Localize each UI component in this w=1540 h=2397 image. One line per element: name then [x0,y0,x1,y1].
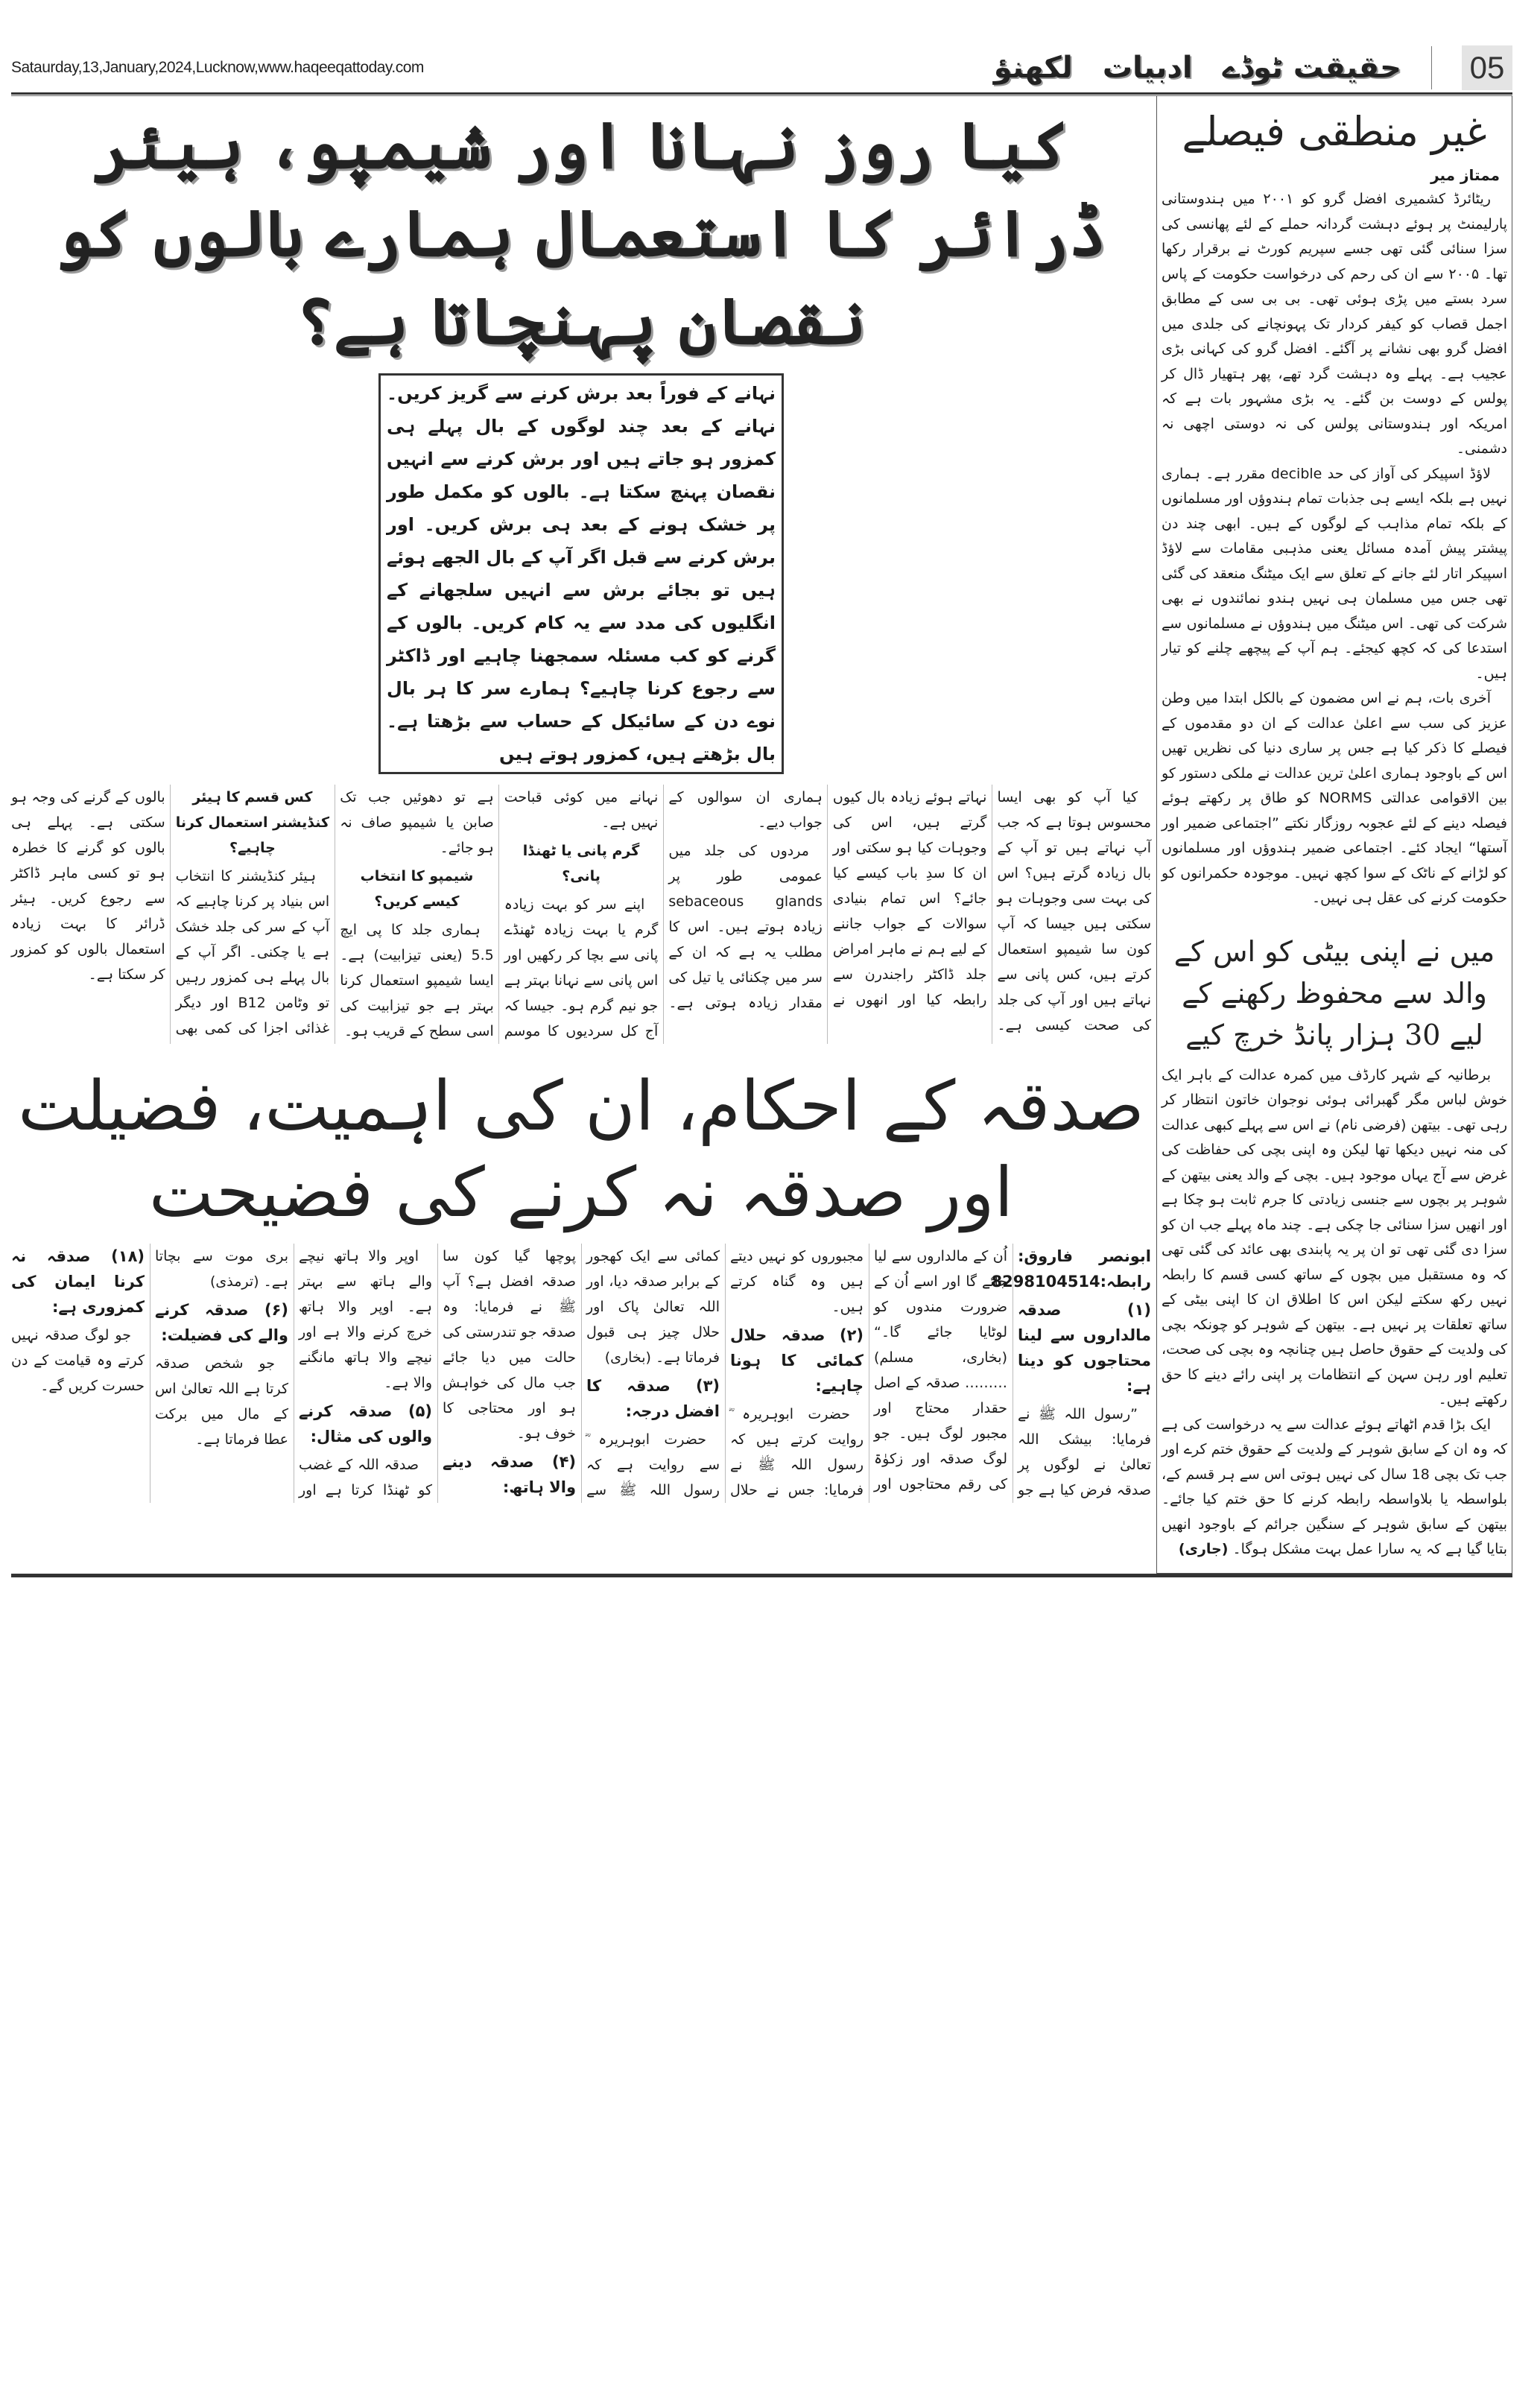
section-label: ادبیات [1102,51,1193,85]
section-heading: (۳) صدقہ کا افضل درجہ: [586,1377,720,1420]
paragraph: حضرت ابوہریرہ ؓ سے روایت ہے کہ رسول اللہ ﷺ سے پوچھا گیا کون سا صدقہ افضل ہے؟ آپ ﷺ نے فرمایا: وہ صدقہ جو تندرستی کی حالت میں دیا جائے جب مال کی خواہش ہو اور محتاجی کا خوف ہو۔ [443,1248,720,1498]
sadaqa-article-body [11,1244,1151,1503]
section-heading: (۴) صدقہ دینے والا ہاتھ: [443,1453,576,1496]
paragraph: ہیئر کنڈیشنر کا انتخاب اس بنیاد پر کرنا چاہیے کہ آپ کے سر کی جلد خشک ہے یا چکنی۔ اگر آپ کے بال پہلے ہی کمزور رہیں تو وٹامن B12 اور دیگر غذائی اجزا کی کمی بھی بالوں کے گرنے کی وجہ ہو سکتی ہے۔ پہلے ہی بالوں کو گرنے کا خطرہ ہو تو کسی ماہر ڈاکٹر سے رجوع کریں۔ ہیئر ڈرائر کا بہت زیادہ استعمال بالوں کو کمزور کر سکتا ہے۔ [11,789,330,1036]
sidebar-sub-headline: میں نے اپنی بیٹی کو اس کے والد سے محفوظ رکھنے کے لیے 30 ہزار پانڈ خرچ کیے [1173,934,1495,1051]
sidebar-author: ممتاز میر [1430,166,1500,184]
paragraph: ہماری جلد کا پی ایچ 5.5 (یعنی تیزابیت) ہے۔ ایسا شیمپو استعمال کرنا بہتر ہے جو تیزابیت کی اسی سطح کے قریب ہو۔ [340,922,494,1039]
paragraph: اپنے سر کو بہت زیادہ گرم یا بہت زیادہ ٹھنڈے پانی سے بچا کر رکھیں اور اس پانی سے نہانا بہتر ہے جو نیم گرم ہو۔ جیسا کہ آج کل سردیوں کا موسم ہے تو دھوئیں جب تک صابن یا شیمپو صاف نہ ہو جائے۔ [340,789,659,1039]
sidebar-sub-body [1162,1063,1507,1562]
paragraph: آخری بات، ہم نے اس مضمون کے بالکل ابتدا میں وطن عزیز کی سب سے اعلیٰ عدالت کے ان دو مقدموں کے فیصلے کا ذکر کیا ہے جس پر ساری دنیا کی نظریں تھیں اس کے باوجود ہماری اعلیٰ ترین عدالت نے ملکی دستور کو بین الاقوامی عدالتی NORMS کو طاق پر رکھتے ہوئے فیصلہ دینے کے لئے عجوبہ روزگار نکتے ”اجتماعی ضمیر اور آستھا“ ایجاد کئے۔ اجتماعی ضمیر ہندوؤں اور مسلمانوں کو لڑانے کے ناٹک کے سوا کچھ نہیں۔ موجودہ حکمرانوں کو حکومت کرنے کی عقل ہی نہیں۔ [1162,690,1507,906]
subheading: شیمپو کا انتخاب کیسے کریں؟ [360,868,474,910]
paragraph: جو لوگ صدقہ نہیں کرتے وہ قیامت کے دن حسرت کریں گے۔ [11,1327,145,1394]
section-heading: (۲) صدقہ حلال کمائی کا ہونا چاہیے: [730,1326,864,1395]
page-number: 05 [1462,45,1512,90]
section-heading: (۱۸) صدقہ نہ کرنا ایمان کی کمزوری ہے: [11,1247,145,1316]
hair-article-headline: کیا روز نہانا اور شیمپو، ہیئر ڈرائر کا استعمال ہمارے بالوں کو نقصان پہنچاتا ہے؟ [56,108,1106,359]
paragraph: ریٹائرڈ کشمیری افضل گرو کو ۲۰۰۱ میں ہندوستانی پارلیمنٹ پر ہوئے دہشت گردانہ حملے کے لئے پھانسی کی سزا سنائی گئی تھی جسے سپریم کورٹ نے برقرار رکھا تھا۔ ۲۰۰۵ سے ان کی رحم کی درخواست حکومت کے پاس سرد بستے میں پڑی ہوئی تھی۔ بی بی سی کے مطابق اجمل قصاب کو کیفر کردار تک پہونچانے کی جلدی میں افضل گرو بھی نشانے پر آگئے۔ افضل گرو کی کہانی بڑی عجیب ہے۔ پہلے وہ دہشت گرد تھے، پھر ہتھیار ڈال کر پولس کے دوست بن گئے۔ یہ بڑی مشہور بات ہے کہ امریکہ اور ہندوستانی پولس کی نہ دوستی اچھی نہ دشمنی۔ [1162,191,1508,457]
continued-label: (جاری) [1178,1541,1229,1557]
paragraph: حضرت ابوہریرہ ؓ روایت کرتے ہیں کہ رسول اللہ ﷺ نے فرمایا: جس نے حلال کمائی سے ایک کھجور کے برابر صدقہ دیا، اور اللہ تعالیٰ پاک اور حلال چیز ہی قبول فرماتا ہے۔ (بخاری) [586,1248,864,1498]
pull-quote-box: نہانے کے فوراً بعد برش کرنے سے گریز کریں۔ نہانے کے بعد چند لوگوں کے بال پہلے ہی کمزور ہو جاتے ہیں اور برش کرنے سے انہیں نقصان پہنچ سکتا ہے۔ بالوں کو مکمل طور پر خشک ہونے کے بعد ہی برش کریں۔ اور برش کرنے سے قبل اگر آپ کے بال الجھے ہوئے ہیں تو بجائے برش سے انہیں سلجھانے کے انگلیوں کی مدد سے یہ کام کریں۔ بالوں کے گرنے کو کب مسئلہ سمجھنا چاہیے اور ڈاکٹر سے رجوع کرنا چاہیے؟ ہمارے سر کا ہر بال نوے دن کے سائیکل کے حساب سے بڑھتا ہے۔ بال بڑھتے ہیں، کمزور ہوتے ہیں [378,373,784,774]
paragraph: صدقہ اللہ کے غضب کو ٹھنڈا کرتا ہے اور بری موت سے بچاتا ہے۔ (ترمذی) [155,1248,432,1498]
paragraph: ”رسول اللہ ﷺ نے فرمایا: بیشک اللہ تعالیٰ نے لوگوں پر صدقہ فرض کیا ہے جو اُن کے مالداروں سے لیا جائے گا اور اسے اُن کے ضرورت مندوں کو لوٹایا جائے گا۔“ (بخاری، مسلم) ……… صدقہ کے اصل حقدار محتاج اور مجبور لوگ ہیں۔ جو لوگ صدقہ اور زکوٰۃ کی رقم محتاجوں اور مجبوروں کو نہیں دیتے ہیں وہ گناہ کرتے ہیں۔ [730,1248,1151,1498]
section-heading: (۱) صدقہ مالداروں سے لینا محتاجوں کو دینا ہے: [1018,1301,1151,1395]
paragraph: مردوں کی جلد میں عمومی طور پر sebaceous glands زیادہ ہوتے ہیں۔ اس کا مطلب یہ ہے کہ ان کے سر میں چکنائی یا تیل کی مقدار زیادہ ہوتی ہے۔ نہانے میں کوئی قباحت نہیں ہے۔ [504,789,823,1011]
sidebar-column [1156,96,1512,1574]
subheading: گرم پانی یا ٹھنڈا پانی؟ [522,843,640,884]
masthead-titles [994,45,1512,90]
sidebar-body [1162,187,1507,911]
sidebar-headline: غیر منطقی فیصلے [1182,108,1487,155]
paper-logo: حقیقت ٹوڈے [1222,51,1401,85]
sadaqa-article-headline: صدقہ کے احکام، ان کی اہمیت، فضیلت اور صدقہ نہ کرنے کی فضیحت [18,1066,1144,1232]
page-content [11,96,1512,1574]
paragraph: برطانیہ کے شہر کارڈف میں کمرہ عدالت کے باہر ایک خوش لباس مگر گھبرائی ہوئی نوجوان خاتون انتظار کر رہی تھی۔ بیتھن (فرضی نام) نے اس سے پہلے کبھی عدالت کی منہ نہیں دیکھا تھا لیکن وہ اپنی بچی کی حفاظت کی غرض سے آج یہاں موجود ہیں۔ بچی کے والد یعنی بیتھن کے شوہر پر بچوں سے جنسی زیادتی کا جرم ثابت ہو چکا ہے اور انھیں سزا سنائی جا چکی ہے۔ چند ماہ پہلے جب ان کو سزا دی گئی تھی تو ان پر یہ پابندی بھی عائد کی گئی تھی کہ وہ مستقبل میں بچوں کے ساتھ کسی قسم کا رابطہ نہیں رکھ سکتے لیکن اس کا اطلاق ان کا اپنی بیٹی کے ساتھ تعلقات پر نہیں ہے۔ بیتھن کے شوہر کو چونکہ بچی کی ولدیت کے حقوق حاصل ہیں چنانچہ وہ بچی کی صحت، تعلیم اور رہن سہن کے انتظامات پر اپنی رائے دینے کا حق رکھتے ہیں۔ [1162,1066,1507,1408]
sadaqa-author: ابونصر فاروق: رابطہ:8298104514 [991,1247,1151,1291]
dateline: Sataurday,13,January,2024,Lucknow,www.haqeeqattoday.com [11,59,424,76]
hair-article-body [11,785,1151,1044]
section-heading: (۶) صدقہ کرنے والے کی فضیلت: [155,1301,288,1344]
main-column [11,96,1151,1574]
city-label: لکھنؤ [993,51,1073,85]
paragraph: لاؤڈ اسپیکر کی آواز کی حد decible مقرر ہے۔ ہماری نہیں ہے بلکہ ایسے ہی جذبات تمام ہندوؤں اور مسلمانوں کے بلکہ تمام مذاہب کے لوگوں کے ہیں۔ ابھی چند دن پیشتر پیش آمدہ مسائل یعنی مذہبی مقامات سے لاؤڈ اسپیکر اتار لئے جانے کے تعلق سے ایک میٹنگ منعقد کی گئی تھی جس میں مسلمان ہی نہیں ہندو نمائندوں نے بھی شرکت کی تھی۔ اس میٹنگ میں ہندوؤں نے مسلمانوں سے استدعا کی کہ کچھ کیجئے۔ ہم آپ کے پیچھے چلنے کو تیار ہیں۔ [1162,465,1507,682]
paragraph: اوپر والا ہاتھ نیچے والے ہاتھ سے بہتر ہے۔ اوپر والا ہاتھ خرچ کرنے والا ہے اور نیچے والا ہاتھ مانگنے والا ہے۔ [299,1248,432,1391]
paragraph: کیا آپ کو بھی ایسا محسوس ہوتا ہے کہ جب آپ نہاتے ہیں تو آپ کے بال زیادہ گرتے ہیں؟ اس کی بہت سی وجوہات ہو سکتی ہیں جیسا کہ آپ کون سا شیمپو استعمال کرتے ہیں، کس پانی سے نہاتے ہیں اور آپ کی جلد کی صحت کیسی ہے۔ نہاتے ہوئے زیادہ بال کیوں گرتے ہیں، اس کی وجوہات کیا ہو سکتی اور ان کا سدِ باب کیسے کیا جائے؟ اس تمام بنیادی سوالات کے جواب جاننے کے لیے ہم نے ماہر امراض جلد ڈاکٹر راجندرن سے رابطہ کیا اور انھوں نے ہماری ان سوالوں کے جواب دیے۔ [668,789,1151,1033]
section-heading: (۵) صدقہ کرنے والوں کی مثال: [299,1402,432,1446]
footer-rule [11,1574,1512,1577]
masthead-divider [1431,46,1432,89]
subheading: کس قسم کا ہیئر کنڈیشنر استعمال کرنا چاہیے؟ [175,789,330,856]
paragraph: ایک بڑا قدم اٹھاتے ہوئے عدالت سے یہ درخواست کی ہے کہ وہ ان کے سابق شوہر کے ولدیت کے حقوق ختم کرے اور جب تک بچی 18 سال کی نہیں ہوتی اس سے ہر قسم کے، بلواسطہ یا بلاواسطہ رابطہ کرنے کا حق ختم کیا جائے۔ بیتھن کے سابق شوہر کے سنگین جرائم کے باوجود انھیں بتایا گیا ہے کہ یہ سارا عمل بہت مشکل ہوگا۔ (جاری) [1162,1416,1508,1557]
paragraph: جو شخص صدقہ کرتا ہے اللہ تعالیٰ اس کے مال میں برکت عطا فرماتا ہے۔ [155,1355,288,1448]
masthead [11,45,1512,91]
